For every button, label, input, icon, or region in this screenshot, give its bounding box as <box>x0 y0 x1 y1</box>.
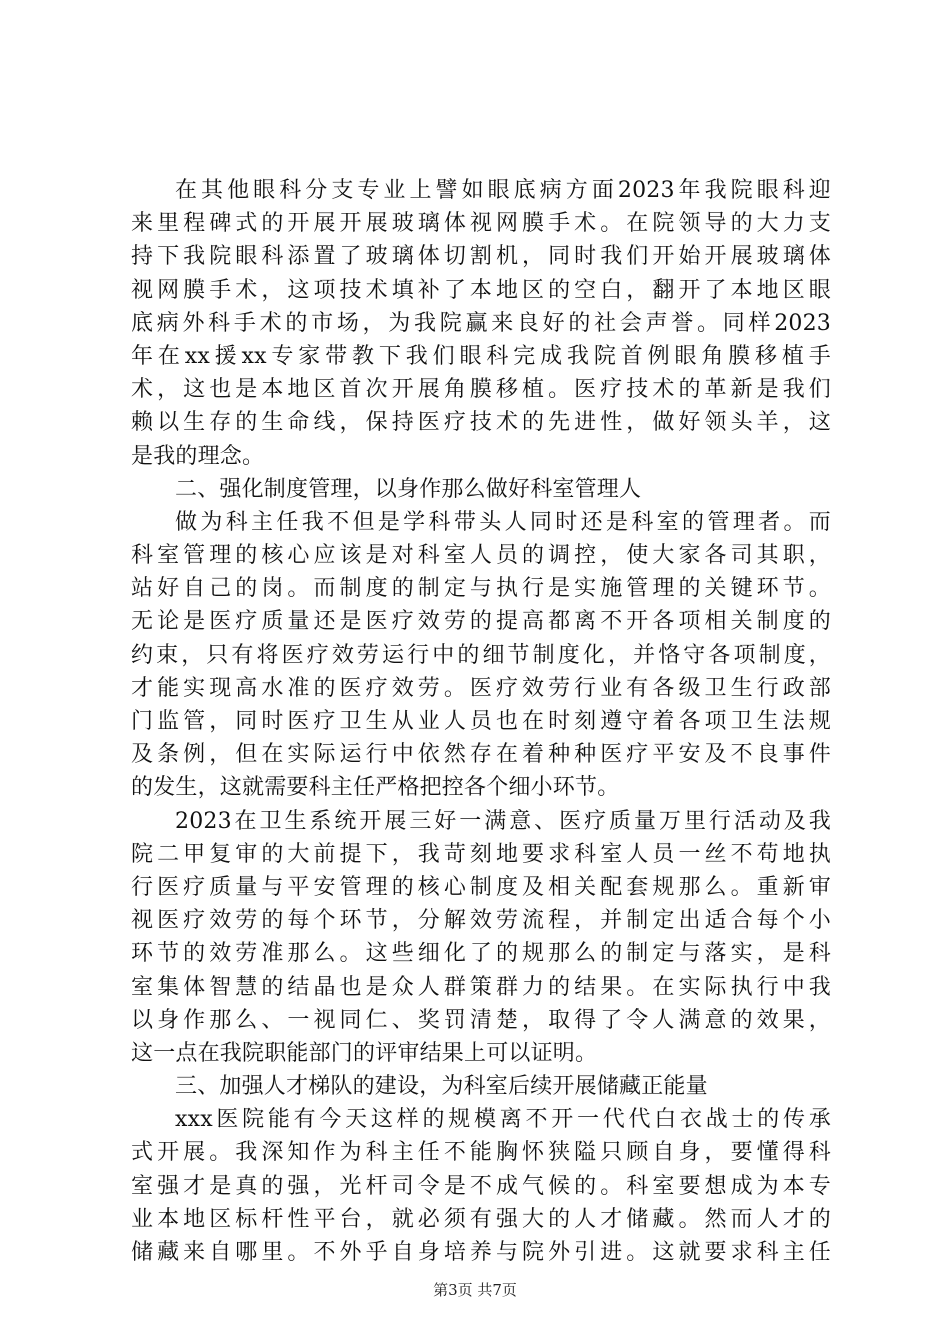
text-line: 才能实现高水准的医疗效劳。医疗效劳行业有各级卫生行政部 <box>131 675 831 701</box>
text-line: 室强才是真的强，光杆司令是不成气候的。科室要想成为本专 <box>131 1173 831 1199</box>
text-line: 三、加强人才梯队的建设，为科室后续开展储藏正能量 <box>175 1074 708 1100</box>
text-line: 门监管，同时医疗卫生从业人员也在时刻遵守着各项卫生法规 <box>131 709 831 734</box>
text-line: 储藏来自哪里。不外乎自身培养与院外引进。这就要求科主任 <box>131 1240 831 1265</box>
text-line: 2023在卫生系统开展三好一满意、医疗质量万里行活动及我 <box>175 808 831 834</box>
text-line: 业本地区标杆性平台，就必须有强大的人才储藏。然而人才的 <box>131 1206 831 1232</box>
text-line: 是我的理念。 <box>131 443 265 469</box>
document-body <box>131 174 831 1269</box>
text-line: 无论是医疗质量还是医疗效劳的提高都离不开各项相关制度的 <box>131 609 831 635</box>
text-line: xxx医院能有今天这样的规模离不开一代代白衣战士的传承 <box>175 1107 831 1133</box>
text-line: 做为科主任我不但是学科带头人同时还是科室的管理者。而 <box>175 509 831 535</box>
paragraph-quality-review <box>131 805 831 1071</box>
text-line: 在其他眼科分支专业上譬如眼底病方面2023年我院眼科迎 <box>175 178 831 203</box>
text-line: 视网膜手术，这项技术填补了本地区的空白，翻开了本地区眼 <box>131 277 831 303</box>
heading-section-three <box>131 1070 831 1103</box>
text-line: 来里程碑式的开展开展玻璃体视网膜手术。在院领导的大力支 <box>131 211 831 237</box>
text-line: 及条例，但在实际运行中依然存在着种种医疗平安及不良事件 <box>131 742 831 768</box>
text-line: 视医疗效劳的每个环节，分解效劳流程，并制定出适合每个小 <box>131 908 831 934</box>
paragraph-department-management <box>131 506 831 805</box>
text-line: 站好自己的岗。而制度的制定与执行是实施管理的关键环节。 <box>131 576 831 602</box>
text-line: 约束，只有将医疗效劳运行中的细节制度化，并恪守各项制度， <box>131 642 831 668</box>
text-line: 以身作那么、一视同仁、奖罚清楚，取得了令人满意的效果， <box>131 1007 831 1033</box>
text-line: 科室管理的核心应该是对科室人员的调控，使大家各司其职， <box>131 543 831 569</box>
text-line: 年在xx援xx专家带教下我们眼科完成我院首例眼角膜移植手 <box>131 343 831 369</box>
text-line: 行医疗质量与平安管理的核心制度及相关配套规那么。重新审 <box>131 874 831 900</box>
text-line: 持下我院眼科添置了玻璃体切割机，同时我们开始开展玻璃体 <box>131 244 831 270</box>
text-line: 室集体智慧的结晶也是众人群策群力的结果。在实际执行中我 <box>131 974 831 1000</box>
text-line: 环节的效劳准那么。这些细化了的规那么的制定与落实，是科 <box>131 941 831 967</box>
text-line: 院二甲复审的大前提下，我苛刻地要求科室人员一丝不苟地执 <box>131 841 831 867</box>
text-line: 术，这也是本地区首次开展角膜移植。医疗技术的革新是我们 <box>131 377 831 403</box>
page-footer: 第3页 共7页 <box>433 1281 517 1299</box>
text-line: 的发生，这就需要科主任严格把控各个细小环节。 <box>131 775 620 801</box>
paragraph-talent-building <box>131 1103 831 1269</box>
paragraph-retina-surgery <box>131 174 831 473</box>
text-line: 式开展。我深知作为科主任不能胸怀狭隘只顾自身，要懂得科 <box>131 1140 831 1166</box>
text-line: 底病外科手术的市场，为我院赢来良好的社会声誉。同样2023 <box>131 310 831 336</box>
text-line: 这一点在我院职能部门的评审结果上可以证明。 <box>131 1040 598 1066</box>
text-line: 赖以生存的生命线，保持医疗技术的先进性，做好领头羊，这 <box>131 410 831 436</box>
text-line: 二、强化制度管理，以身作那么做好科室管理人 <box>175 476 642 502</box>
heading-section-two <box>131 473 831 506</box>
